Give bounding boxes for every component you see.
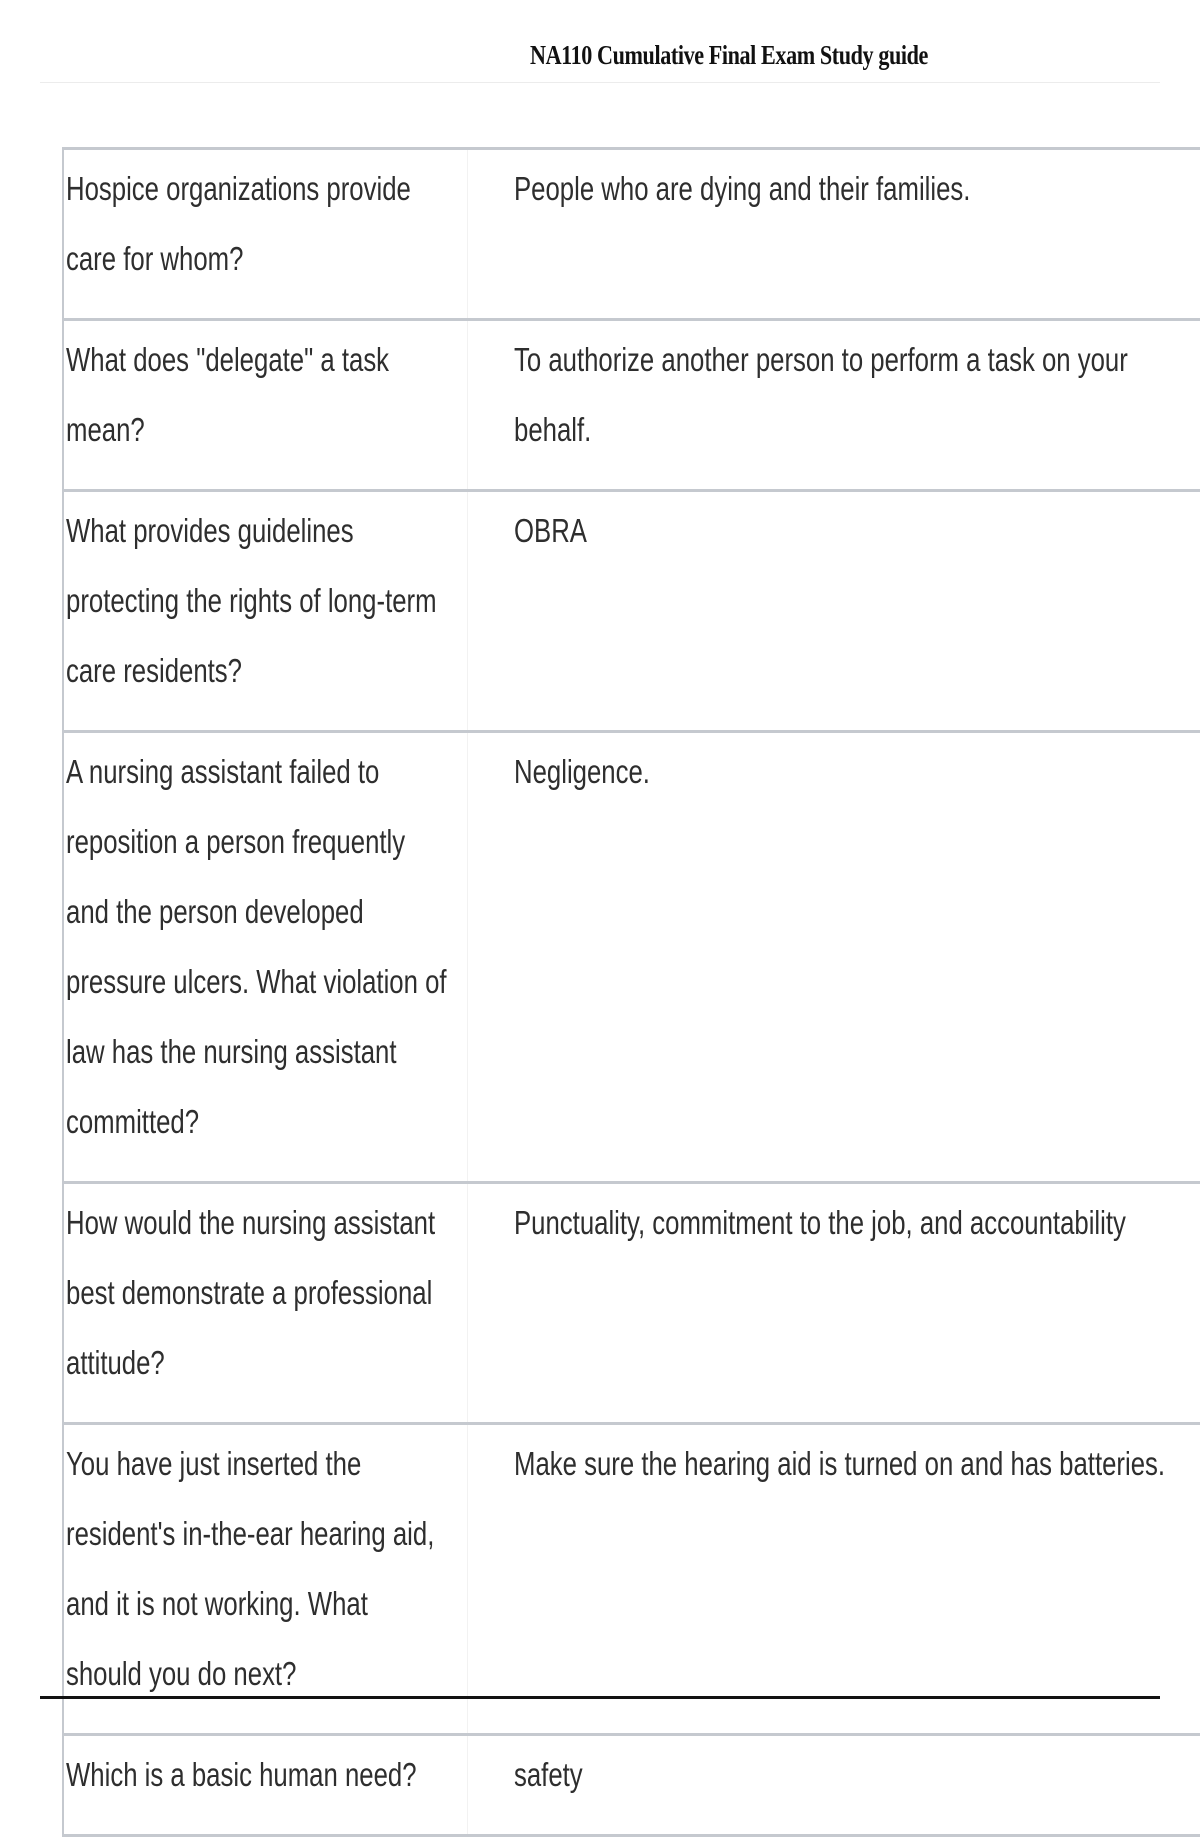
question-text: Which is a basic human need? — [66, 1756, 417, 1793]
table-row — [63, 149, 1200, 320]
question-cell — [63, 732, 467, 1183]
footer-divider — [40, 1696, 1160, 1699]
question-text: A nursing assistant failed to reposition a person frequently and the person developed pressure ulcers. What violation of law has the nursing assistant committed? — [66, 753, 447, 1140]
question-cell — [63, 320, 467, 491]
table-row — [63, 320, 1200, 491]
table-row — [63, 732, 1200, 1183]
question-cell — [63, 1735, 467, 1836]
answer-text: safety — [513, 1756, 583, 1793]
table-row — [63, 491, 1200, 732]
answer-cell — [467, 320, 1200, 491]
question-cell — [63, 1183, 467, 1424]
question-cell — [63, 1424, 467, 1735]
answer-cell — [467, 1735, 1200, 1836]
question-cell — [63, 149, 467, 320]
table-row — [63, 1183, 1200, 1424]
question-text: How would the nursing assistant best demonstrate a professional attitude? — [66, 1204, 436, 1381]
question-text: Hospice organizations provide care for whom? — [66, 170, 411, 277]
table-row — [63, 1735, 1200, 1836]
answer-text: Make sure the hearing aid is turned on and has batteries. — [513, 1445, 1165, 1482]
qa-table — [62, 147, 1200, 1837]
answer-text: People who are dying and their families. — [513, 170, 970, 207]
answer-cell — [467, 732, 1200, 1183]
question-text: What provides guidelines protecting the rights of long-term care residents? — [66, 512, 437, 689]
answer-text: Negligence. — [513, 753, 650, 790]
page-title: NA110 Cumulative Final Exam Study guide — [530, 40, 928, 70]
answer-cell — [467, 491, 1200, 732]
answer-text: Punctuality, commitment to the job, and accountability — [513, 1204, 1126, 1241]
question-text: You have just inserted the resident's in-the-ear hearing aid, and it is not working. What should you do next? — [66, 1445, 435, 1692]
answer-cell — [467, 1424, 1200, 1735]
answer-cell — [467, 1183, 1200, 1424]
answer-text: To authorize another person to perform a task on your behalf. — [513, 341, 1128, 448]
answer-text: OBRA — [513, 512, 587, 549]
question-cell — [63, 491, 467, 732]
answer-cell — [467, 149, 1200, 320]
question-text: What does "delegate" a task mean? — [66, 341, 390, 448]
table-row — [63, 1424, 1200, 1735]
